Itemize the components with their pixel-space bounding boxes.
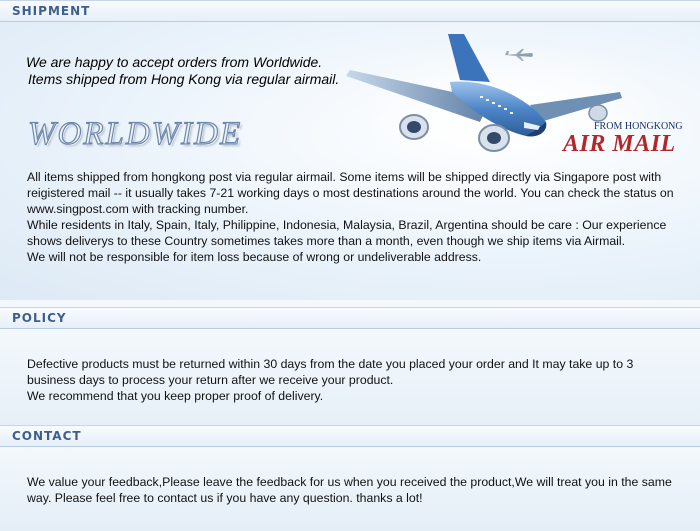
contact-body: [27, 474, 677, 506]
contact-header: [0, 425, 700, 447]
shipment-body: [27, 169, 677, 265]
intro-line: Items shipped from Hong Kong via regular airmail.: [28, 71, 340, 87]
shipment-header: [0, 0, 700, 22]
policy-paragraph: We recommend that you keep proper proof of delivery.: [27, 389, 324, 403]
shipment-paragraph: While residents in Italy, Spain, Italy, Philippine, Indonesia, Malaysia, Brazil, Argentina should be care : Our experience shows deliverys to these Country sometimes takes more than a month, even though we ship items via Airmail.: [27, 218, 667, 248]
shipment-paragraph: All items shipped from hongkong post via regular airmail. Some items will be shipped directly via Singapore post with reigistered mail -- it usually takes 7-21 working days o most destinations around the world. You can check the status on www.singpost.com with tracking number.: [27, 170, 674, 216]
shipment-title: SHIPMENT: [12, 4, 91, 18]
airmail-badge-title: AIR MAIL: [563, 131, 676, 157]
policy-body: [27, 356, 677, 404]
contact-title: CONTACT: [12, 429, 82, 443]
policy-header: [0, 307, 700, 329]
worldwide-banner: WORLDWIDE: [28, 116, 243, 152]
policy-paragraph: Defective products must be returned within 30 days from the date you placed your order and It may take up to 3 business days to process your return after we receive your product.: [27, 357, 634, 387]
shipment-intro: [26, 54, 339, 88]
intro-line: We are happy to accept orders from Worldwide.: [26, 54, 323, 70]
policy-title: POLICY: [12, 311, 67, 325]
airmail-badge-subtitle: FROM HONGKONG: [594, 121, 683, 132]
contact-paragraph: We value your feedback,Please leave the feedback for us when you received the product,We will treat you in the same way. Please feel free to contact us if you have any question. thanks a lot!: [27, 475, 672, 505]
shipment-paragraph: We will not be responsible for item loss because of wrong or undeliverable address.: [27, 250, 482, 264]
